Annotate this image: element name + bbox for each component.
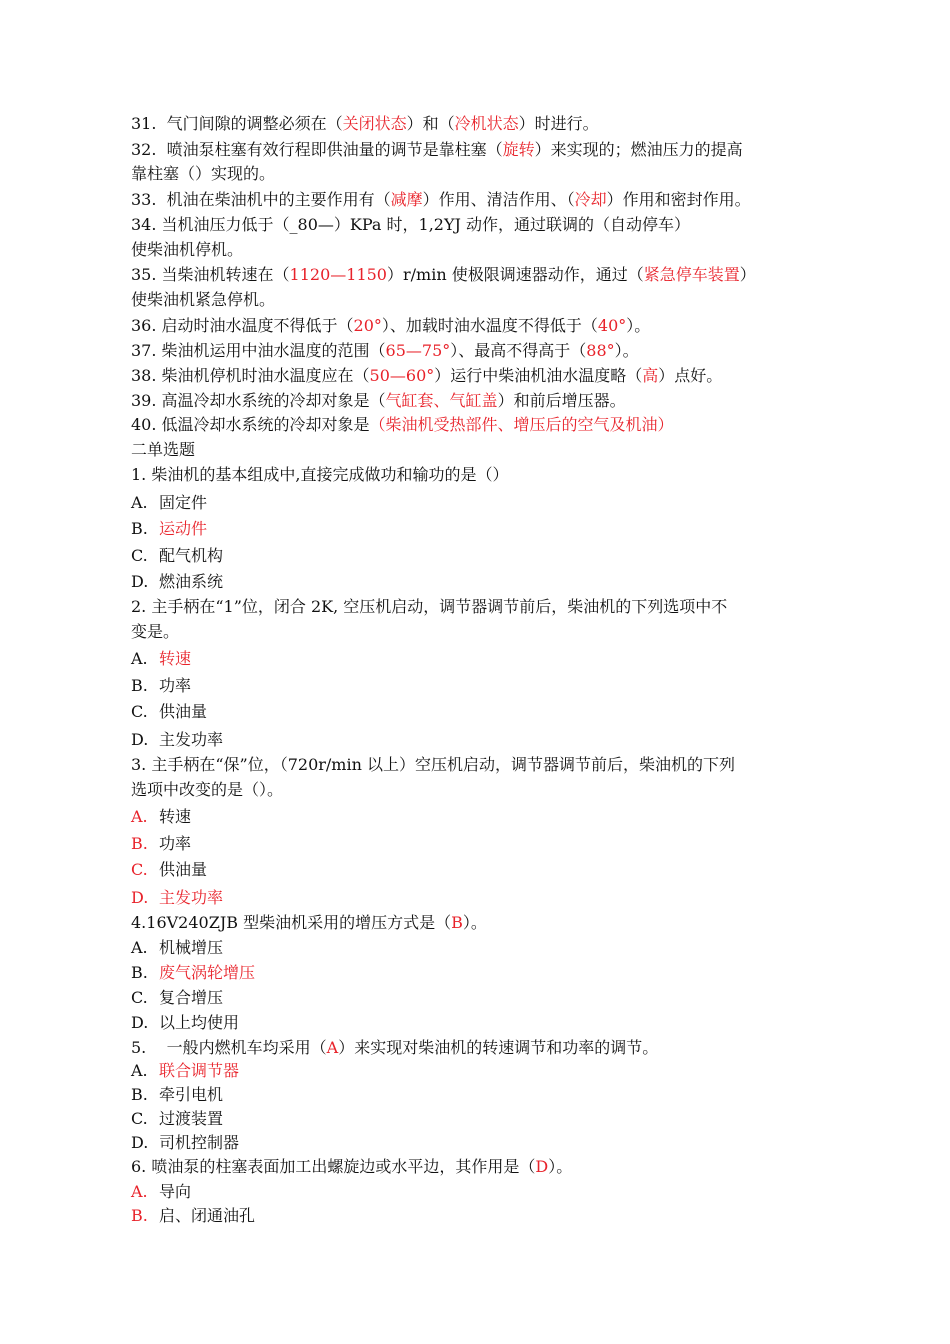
option: D. 司机控制器 (131, 1133, 240, 1152)
question-35: 35. 当柴油机转速在（1120—1150）r/min 使极限调速器动作，通过（紧急停车装置） (131, 265, 756, 284)
answer: 65—75° (385, 341, 451, 360)
option: D. 燃油系统 (131, 572, 224, 591)
answer: 20° (353, 316, 382, 335)
question-34-cont: 使柴油机停机。 (131, 240, 244, 259)
option: B. 功率 (131, 676, 192, 695)
option: C. 配气机构 (131, 546, 224, 565)
option: C. 过渡装置 (131, 1109, 224, 1128)
answer: D (535, 1157, 549, 1176)
answer: 50—60° (369, 366, 435, 385)
question-38: 38. 柴油机停机时油水温度应在（50—60°）运行中柴油机油水温度略（高）点好。 (131, 366, 723, 385)
mc-question-2-cont: 变是。 (131, 622, 180, 641)
option: D. 以上均使用 (131, 1013, 240, 1032)
option: B. 牵引电机 (131, 1085, 224, 1104)
question-40: 40. 低温冷却水系统的冷却对象是（柴油机受热部件、增压后的空气及机油） (131, 415, 674, 434)
question-33: 33. 机油在柴油机中的主要作用有（减摩）作用、清洁作用、（冷却）作用和密封作用。 (131, 190, 751, 209)
mc-question-6: 6. 喷油泵的柱塞表面加工出螺旋边或水平边，其作用是（D）。 (131, 1157, 573, 1176)
mc-question-3: 3. 主手柄在“保”位，（720r/min 以上）空压机启动，调节器调节前后，柴油机的下列 (131, 755, 735, 774)
answer: A (326, 1038, 339, 1057)
option: D. 主发功率 (131, 730, 224, 749)
answer: 88° (586, 341, 615, 360)
mc-question-1: 1. 柴油机的基本组成中,直接完成做功和输功的是（） (131, 465, 509, 484)
option: B. 启、闭通油孔 (131, 1206, 256, 1225)
answer: 气缸套、气缸盖 (385, 391, 498, 410)
question-39: 39. 高温冷却水系统的冷却对象是（气缸套、气缸盖）和前后增压器。 (131, 391, 626, 410)
mc-question-5: 5. 一般内燃机车均采用（A）来实现对柴油机的转速调节和功率的调节。 (131, 1038, 659, 1057)
answer: 关闭状态 (342, 114, 407, 133)
answer: （柴油机受热部件、增压后的空气及机油） (369, 415, 674, 434)
mc-question-2: 2. 主手柄在“1”位，闭合 2K, 空压机启动，调节器调节前后，柴油机的下列选项中不 (131, 597, 728, 616)
answer: B (451, 913, 463, 932)
option-correct: B. 运动件 (131, 519, 208, 538)
option-correct: B. 功率 (131, 834, 192, 853)
option: A. 固定件 (131, 493, 208, 512)
section-title: 二单选题 (131, 440, 196, 459)
mc-question-4: 4.16V240ZJB 型柴油机采用的增压方式是（B）。 (131, 913, 487, 932)
answer: 冷机状态 (454, 114, 519, 133)
question-31: 31. 气门间隙的调整必须在（关闭状态）和（冷机状态）时进行。 (131, 114, 599, 133)
option: A. 机械增压 (131, 938, 224, 957)
answer: 1120—1150 (289, 265, 387, 284)
answer: 高 (642, 366, 659, 385)
question-37: 37. 柴油机运用中油水温度的范围（65—75°）、最高不得高于（88°）。 (131, 341, 639, 360)
option-correct: D. 主发功率 (131, 888, 224, 907)
answer: 紧急停车装置 (643, 265, 740, 284)
option-correct: B. 废气涡轮增压 (131, 963, 256, 982)
question-32: 32. 喷油泵柱塞有效行程即供油量的调节是靠柱塞（旋转）来实现的；燃油压力的提高 (131, 140, 743, 159)
option-correct: A. 联合调节器 (131, 1061, 240, 1080)
answer: 冷却 (574, 190, 607, 209)
answer: 40° (597, 316, 627, 335)
option: C. 供油量 (131, 702, 208, 721)
question-34: 34. 当机油压力低于（_80—）KPa 时，1,2YJ 动作，通过联调的（自动停车） (131, 215, 691, 234)
option-correct: A. 转速 (131, 649, 192, 668)
mc-question-3-cont: 选项中改变的是（）。 (131, 780, 284, 799)
option: C. 复合增压 (131, 988, 224, 1007)
answer: 减摩 (390, 190, 423, 209)
option-correct: C. 供油量 (131, 860, 208, 879)
option-correct: A. 转速 (131, 807, 192, 826)
option: A. 导向 (131, 1182, 192, 1201)
question-32-cont: 靠柱塞（）实现的。 (131, 164, 276, 183)
answer: 旋转 (502, 140, 535, 159)
question-35-cont: 使柴油机紧急停机。 (131, 290, 276, 309)
question-36: 36. 启动时油水温度不得低于（20°）、加载时油水温度不得低于（40°）。 (131, 316, 651, 335)
